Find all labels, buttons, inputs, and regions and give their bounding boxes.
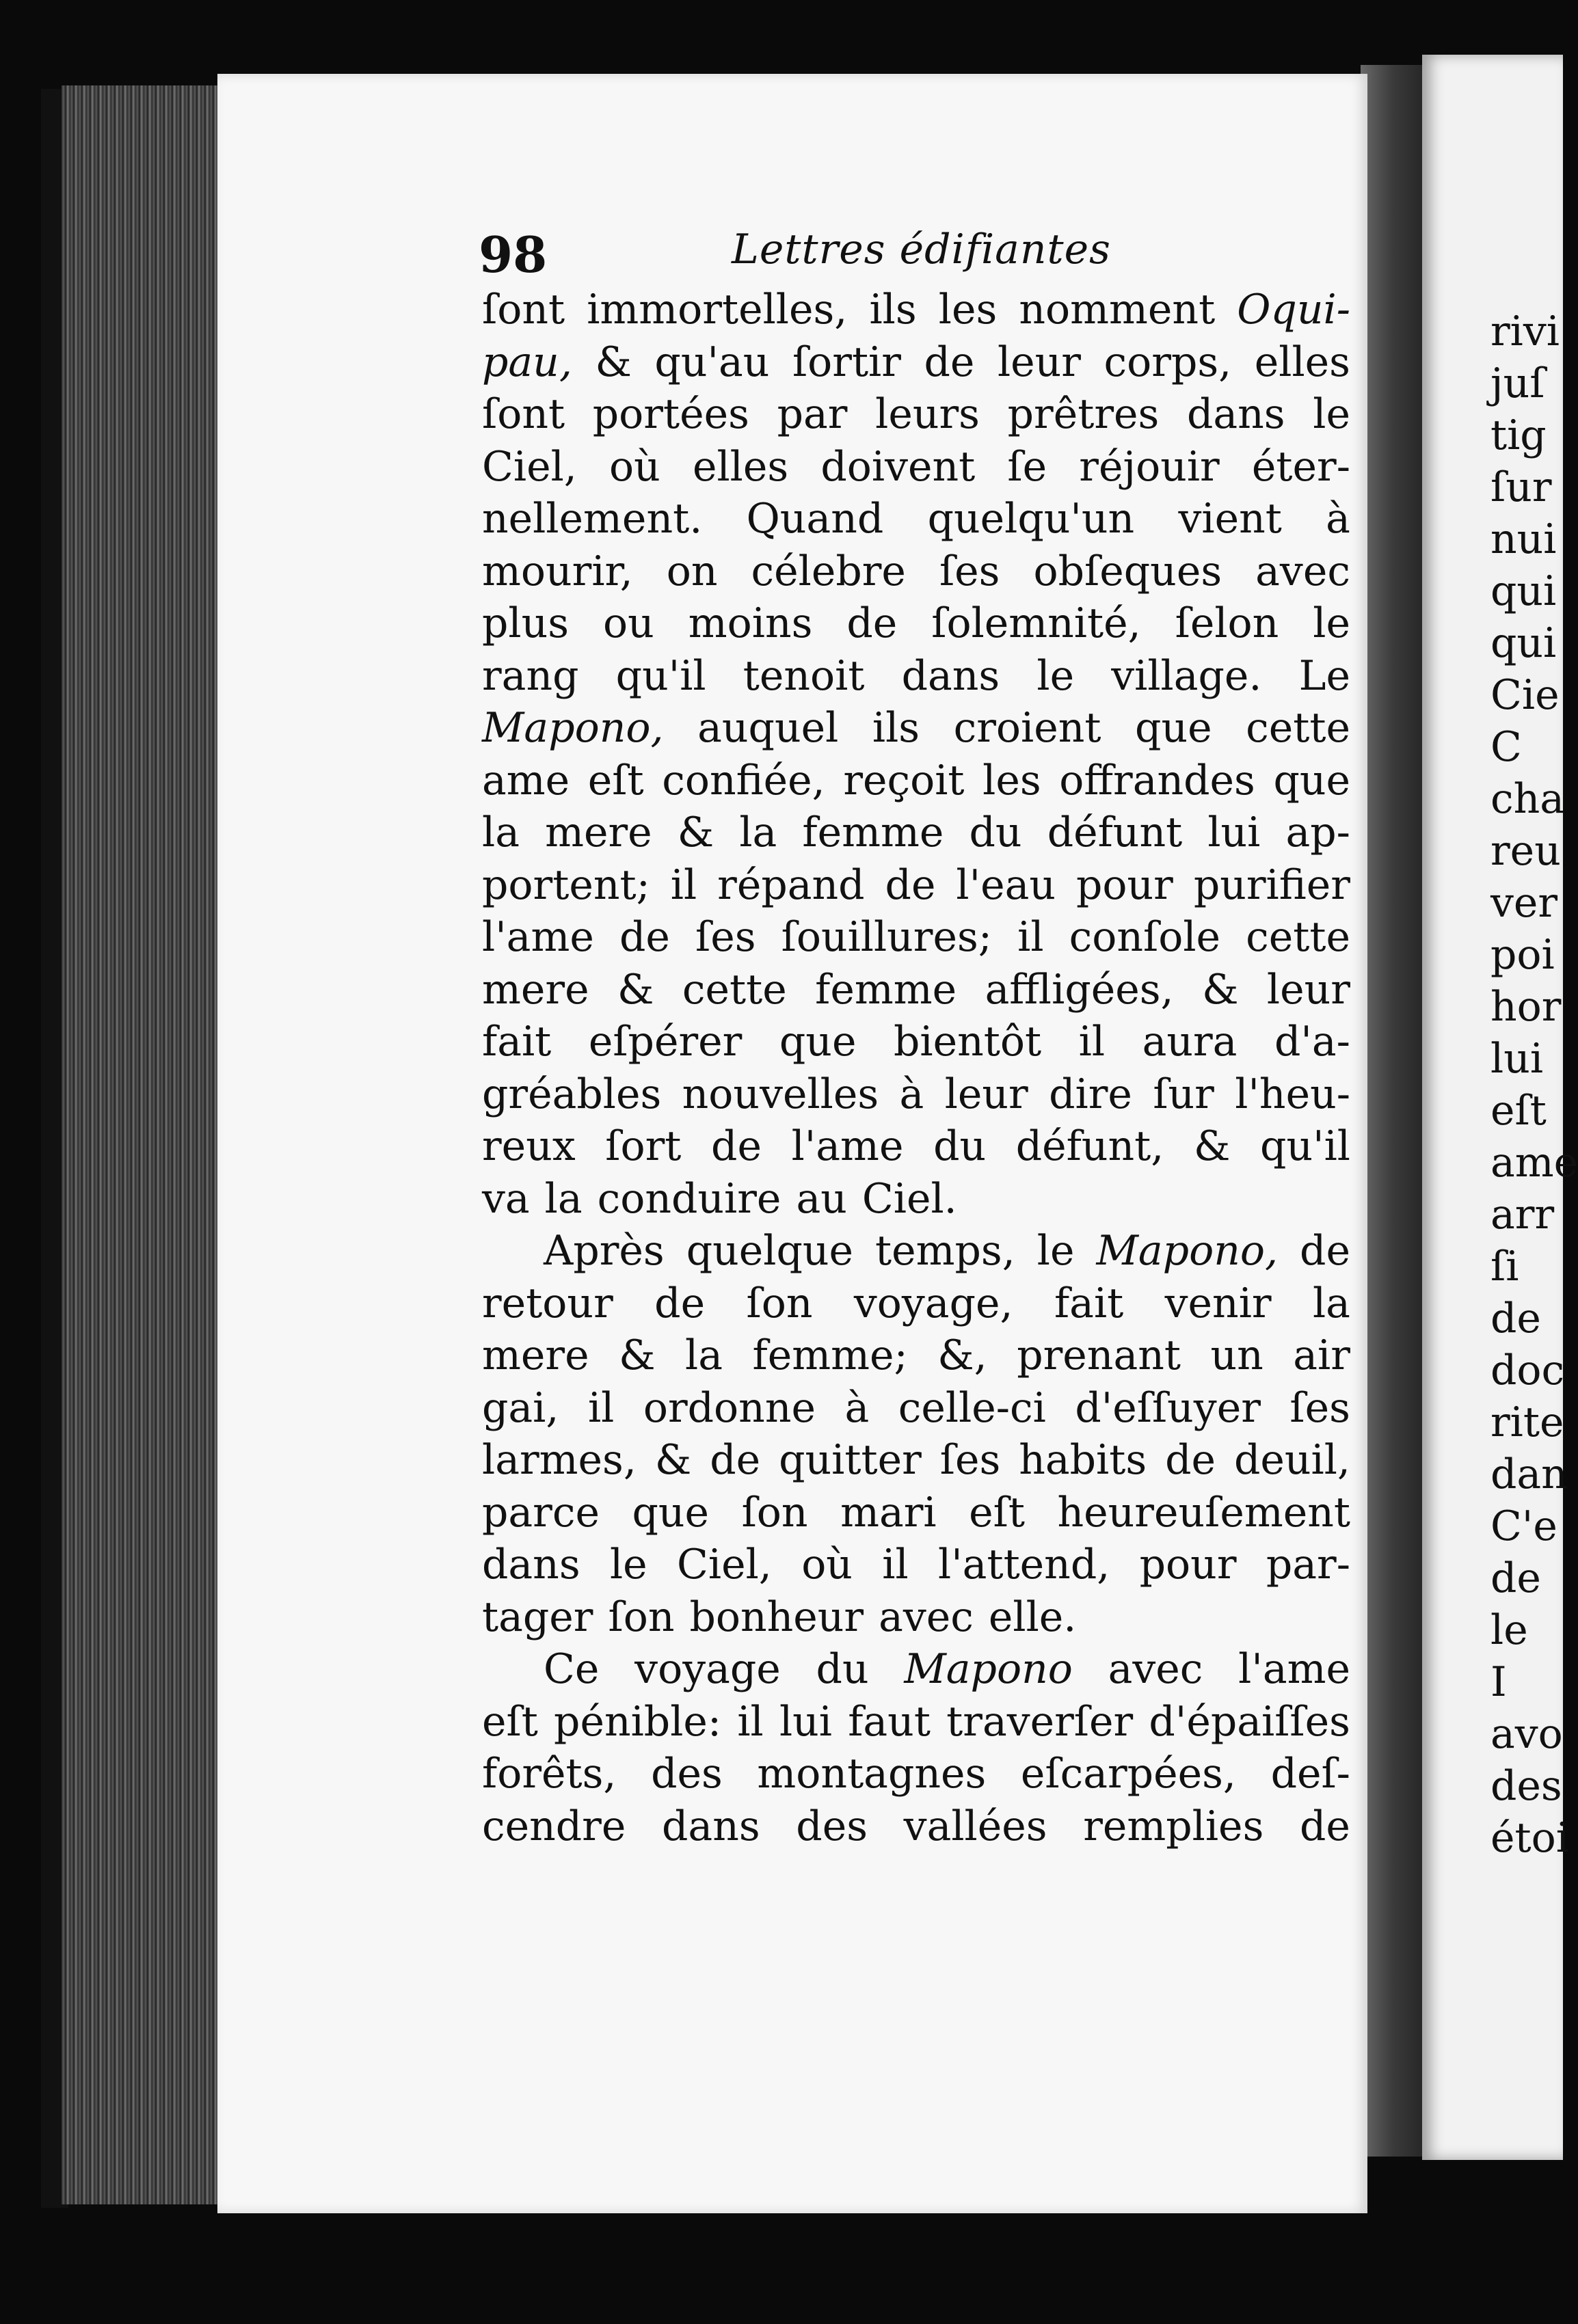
word: ſouillures; — [781, 913, 993, 961]
word: conduire — [597, 1174, 781, 1223]
word: de — [846, 599, 898, 647]
text-line — [482, 650, 1350, 703]
word: vallées — [903, 1802, 1047, 1850]
word: & — [1193, 1122, 1231, 1170]
word: de — [924, 338, 975, 386]
word: vient — [1178, 495, 1282, 543]
word: où — [609, 442, 660, 491]
word: dans — [901, 651, 1000, 700]
word: cette — [1246, 704, 1350, 752]
text-line — [482, 1434, 1350, 1487]
facing-page-fragment: C — [1490, 723, 1522, 771]
facing-page-fragment: rite — [1490, 1399, 1564, 1446]
word: ſelon — [1175, 599, 1279, 647]
word: d'eſſuyer — [1075, 1383, 1261, 1432]
word: voyage — [634, 1645, 781, 1693]
word: le — [1037, 1227, 1075, 1275]
word: l'ame — [482, 913, 594, 961]
word: le — [1313, 390, 1350, 438]
text-line — [482, 1329, 1350, 1382]
word: lui — [779, 1697, 832, 1746]
word: leur — [944, 1070, 1028, 1118]
word: où — [801, 1541, 853, 1589]
word: mari — [840, 1488, 937, 1537]
word: leurs — [875, 390, 980, 438]
word: ſolemnité, — [931, 599, 1141, 647]
word: ſe — [1007, 442, 1047, 491]
facing-page-fragment: lui — [1490, 1035, 1544, 1083]
running-title: Lettres édifiantes — [732, 226, 1111, 273]
word: l'eau — [956, 861, 1056, 909]
word: portées — [592, 390, 749, 438]
text-line — [482, 1173, 1350, 1226]
word: Ciel, — [676, 1541, 772, 1589]
word: de — [1300, 1227, 1350, 1275]
word: village. — [1111, 651, 1262, 700]
word: forêts, — [482, 1750, 617, 1798]
text-line — [482, 859, 1350, 912]
word: cendre — [482, 1802, 626, 1850]
facing-page-fragment: I — [1490, 1658, 1507, 1706]
word: ils — [872, 704, 920, 752]
word: quelque — [686, 1227, 854, 1275]
word: la — [739, 809, 777, 856]
word: nomment — [1019, 286, 1216, 334]
word: Après — [544, 1227, 665, 1275]
word: leur — [1266, 965, 1350, 1014]
word: de — [1165, 1436, 1216, 1484]
word: croient — [953, 704, 1101, 752]
facing-page-fragment: nui — [1490, 515, 1557, 563]
word: ou — [603, 599, 654, 647]
facing-page-fragment: doc — [1490, 1347, 1565, 1394]
page-number: 98 — [479, 226, 548, 284]
word: dire — [1049, 1070, 1132, 1118]
word: ſes — [695, 913, 756, 961]
word: femme — [815, 965, 957, 1014]
word: gréables — [482, 1070, 662, 1118]
word: avec — [879, 1593, 974, 1641]
word: mourir, — [482, 547, 633, 595]
word: on — [666, 547, 718, 595]
word: que — [632, 1488, 710, 1537]
word: & — [617, 965, 654, 1014]
word: mere — [482, 1332, 589, 1379]
word: l'ame — [791, 1122, 904, 1170]
word: la — [685, 1332, 723, 1379]
word: à — [844, 1383, 870, 1432]
word: qu'il — [1260, 1122, 1350, 1170]
facing-page-fragment: poi — [1490, 931, 1555, 979]
facing-page-fragment: eſt — [1490, 1087, 1547, 1135]
text-line — [482, 755, 1350, 807]
word: cette — [682, 965, 787, 1014]
facing-page-fragment: tig — [1490, 411, 1547, 459]
text-line — [482, 964, 1350, 1016]
word: venir — [1164, 1279, 1272, 1327]
word: l'heu- — [1235, 1070, 1350, 1118]
word: pau, — [482, 338, 572, 386]
facing-page-fragment: ame — [1490, 1139, 1578, 1187]
word: Mapono, — [1096, 1227, 1279, 1275]
word: dans — [1186, 390, 1285, 438]
word: Quand — [746, 495, 884, 543]
word: du — [933, 1122, 987, 1170]
word: eſt — [969, 1488, 1025, 1537]
word: corps, — [1104, 338, 1232, 386]
word: à — [899, 1070, 924, 1118]
word: il — [587, 1383, 615, 1432]
body-text — [482, 284, 1350, 1852]
word: offrandes — [1059, 756, 1255, 805]
page-fore-edge — [62, 85, 232, 2204]
word: des — [651, 1750, 723, 1798]
word: ſes — [939, 1436, 1001, 1484]
word: air — [1293, 1332, 1350, 1379]
word: pénible: — [554, 1697, 722, 1746]
word: conſole — [1069, 913, 1221, 961]
facing-page-fragment: de — [1490, 1295, 1541, 1342]
word: Ciel, — [482, 442, 577, 491]
word: répand — [717, 861, 865, 909]
word: lui — [1207, 809, 1261, 856]
word: & — [1202, 965, 1239, 1014]
word: la — [1312, 1279, 1350, 1327]
text-line — [482, 1696, 1350, 1748]
word: ame — [482, 756, 570, 805]
word: ſon — [741, 1488, 808, 1537]
word: mere — [545, 809, 652, 856]
word: il — [670, 861, 697, 909]
word: deuil, — [1233, 1436, 1350, 1484]
word: remplies — [1083, 1802, 1264, 1850]
word: eſcarpées, — [1020, 1750, 1236, 1798]
word: du — [969, 809, 1022, 856]
word: par- — [1266, 1541, 1350, 1589]
word: eſt — [587, 756, 644, 805]
word: plus — [482, 599, 570, 647]
word: auquel — [697, 704, 839, 752]
word: eſpérer — [588, 1018, 743, 1066]
word: heureuſement — [1057, 1488, 1350, 1537]
facing-page-fragment: ſi — [1490, 1243, 1519, 1291]
word: célebre — [751, 547, 906, 595]
word: d'a- — [1274, 1018, 1350, 1066]
word: va — [482, 1174, 530, 1223]
word: obſeques — [1033, 547, 1222, 595]
word: ſes — [1289, 1383, 1350, 1432]
word: cette — [1246, 913, 1350, 961]
word: au — [796, 1174, 847, 1223]
word: reux — [482, 1122, 576, 1170]
word: affligées, — [985, 965, 1174, 1014]
text-line — [482, 545, 1350, 598]
word: Oqui- — [1237, 286, 1350, 334]
facing-page-fragment: avo — [1490, 1710, 1563, 1758]
word: qu'au — [654, 338, 770, 386]
word: le — [1313, 599, 1350, 647]
word: rang — [482, 651, 579, 700]
word: ſont — [482, 286, 565, 334]
word: il — [1017, 913, 1044, 961]
facing-page-fragment: C'e — [1490, 1502, 1557, 1550]
facing-page-fragment: ſur — [1490, 463, 1552, 511]
word: & — [677, 809, 714, 856]
word: un — [1210, 1332, 1263, 1379]
word: ſortir — [792, 338, 901, 386]
word: avec — [1255, 547, 1350, 595]
word: d'épaiſſes — [1149, 1697, 1350, 1746]
word: traverſer — [946, 1697, 1134, 1746]
word: que — [779, 1018, 857, 1066]
word: les — [982, 756, 1041, 805]
facing-page-fragment: cha — [1490, 775, 1565, 823]
text-line — [482, 597, 1350, 650]
word: tenoit — [743, 651, 865, 700]
word: ſes — [939, 547, 1000, 595]
word: reçoit — [843, 756, 965, 805]
text-line — [482, 284, 1350, 336]
word: le — [1037, 651, 1075, 700]
word: l'ame — [1238, 1645, 1350, 1693]
word: eſt — [482, 1697, 538, 1746]
word: habits — [1019, 1436, 1147, 1484]
word: & — [654, 1436, 692, 1484]
facing-page-fragment: dan — [1490, 1450, 1568, 1498]
facing-page-fragment: reu — [1490, 827, 1561, 875]
facing-page-fragment: Cie — [1490, 671, 1560, 719]
word: des — [796, 1802, 868, 1850]
facing-page-fragment: rivi — [1490, 308, 1560, 355]
text-line — [482, 1068, 1350, 1121]
word: le — [609, 1541, 647, 1589]
word: dans — [662, 1802, 760, 1850]
facing-page-fragment: qui — [1490, 567, 1557, 615]
word: aura — [1142, 1018, 1238, 1066]
word: de — [1300, 1802, 1350, 1850]
word: de — [710, 1436, 761, 1484]
text-line — [482, 1643, 1350, 1696]
text-line — [482, 1382, 1350, 1435]
text-line — [482, 807, 1350, 859]
word: & — [619, 1332, 656, 1379]
word: femme; — [752, 1332, 908, 1379]
word: nellement. — [482, 495, 703, 543]
word: bientôt — [894, 1018, 1042, 1066]
word: voyage, — [853, 1279, 1013, 1327]
word: de — [619, 913, 670, 961]
word: fait — [1054, 1279, 1124, 1327]
word: & — [595, 338, 632, 386]
word: prenant — [1017, 1332, 1181, 1379]
word: que — [1273, 756, 1350, 805]
text-line — [482, 702, 1350, 755]
word: faut — [848, 1697, 931, 1746]
word: moins — [688, 599, 813, 647]
word: larmes, — [482, 1436, 637, 1484]
word: quitter — [779, 1436, 922, 1484]
word: les — [938, 286, 998, 334]
text-line — [482, 388, 1350, 441]
word: celle-ci — [898, 1383, 1046, 1432]
word: tager — [482, 1593, 593, 1641]
word: nouvelles — [682, 1070, 879, 1118]
facing-page-fragment: étoi — [1490, 1814, 1569, 1862]
word: dans — [482, 1541, 580, 1589]
word: leur — [997, 338, 1081, 386]
word: ſon — [608, 1593, 675, 1641]
word: parce — [482, 1488, 600, 1537]
text-line — [482, 1278, 1350, 1330]
word: Mapono — [904, 1645, 1073, 1693]
word: Ce — [544, 1645, 600, 1693]
word: confiée, — [662, 756, 825, 805]
word: femme — [802, 809, 944, 856]
facing-page-fragment: qui — [1490, 619, 1557, 667]
word: que — [1135, 704, 1212, 752]
word: ap- — [1285, 809, 1350, 856]
text-line — [482, 1487, 1350, 1539]
facing-page-fragment: arr — [1490, 1191, 1555, 1239]
word: montagnes — [757, 1750, 987, 1798]
word: de — [654, 1279, 706, 1327]
word: l'attend, — [938, 1541, 1110, 1589]
word: la — [544, 1174, 583, 1223]
word: ſur — [1153, 1070, 1214, 1118]
facing-page-fragment: de — [1490, 1554, 1541, 1602]
facing-page-fragment: juſ — [1490, 360, 1545, 407]
word: elle. — [988, 1593, 1077, 1641]
word: défunt — [1047, 809, 1183, 856]
word: elles — [1254, 338, 1350, 386]
word: pour — [1076, 861, 1173, 909]
facing-page-fragment: des — [1490, 1762, 1562, 1810]
word: &, — [937, 1332, 987, 1379]
word: défunt, — [1015, 1122, 1164, 1170]
word: retour — [482, 1279, 613, 1327]
word: mere — [482, 965, 589, 1014]
word: par — [777, 390, 848, 438]
text-line — [482, 1225, 1350, 1278]
text-line — [482, 1800, 1350, 1853]
word: il — [1078, 1018, 1106, 1066]
word: ſont — [482, 390, 565, 438]
word: prêtres — [1007, 390, 1160, 438]
word: gai, — [482, 1383, 559, 1432]
facing-page-fragment: hor — [1490, 983, 1562, 1031]
word: pour — [1139, 1541, 1237, 1589]
word: ils — [869, 286, 917, 334]
word: Ciel. — [861, 1174, 957, 1223]
text-line — [482, 1016, 1350, 1068]
word: immortelles, — [587, 286, 848, 334]
word: à — [1326, 495, 1350, 543]
word: purifier — [1193, 861, 1350, 909]
word: bonheur — [689, 1593, 864, 1641]
text-line — [482, 911, 1350, 964]
word: il — [737, 1697, 764, 1746]
word: quelqu'un — [927, 495, 1135, 543]
text-line — [482, 336, 1350, 389]
facing-page — [1422, 55, 1578, 2160]
word: elles — [692, 442, 789, 491]
word: temps, — [875, 1227, 1015, 1275]
word: réjouir — [1079, 442, 1220, 491]
word: du — [816, 1645, 869, 1693]
word: ſort — [605, 1122, 682, 1170]
word: il — [882, 1541, 909, 1589]
word: portent; — [482, 861, 650, 909]
facing-page-fragment: le — [1490, 1606, 1528, 1654]
word: avec — [1108, 1645, 1203, 1693]
text-line — [482, 1591, 1350, 1644]
word: qu'il — [615, 651, 706, 700]
word: ordonne — [643, 1383, 816, 1432]
word: de — [711, 1122, 762, 1170]
word: doivent — [820, 442, 976, 491]
word: ſon — [746, 1279, 813, 1327]
text-line — [482, 441, 1350, 494]
text-line — [482, 1120, 1350, 1173]
word: Mapono, — [482, 704, 664, 752]
word: deſ- — [1270, 1750, 1350, 1798]
facing-page-fragment: ver — [1490, 879, 1558, 927]
word: éter- — [1251, 442, 1350, 491]
text-line — [482, 1748, 1350, 1800]
word: Le — [1298, 651, 1350, 700]
word: fait — [482, 1018, 552, 1066]
text-line — [482, 493, 1350, 545]
word: de — [885, 861, 936, 909]
text-line — [482, 1539, 1350, 1591]
word: la — [482, 809, 520, 856]
